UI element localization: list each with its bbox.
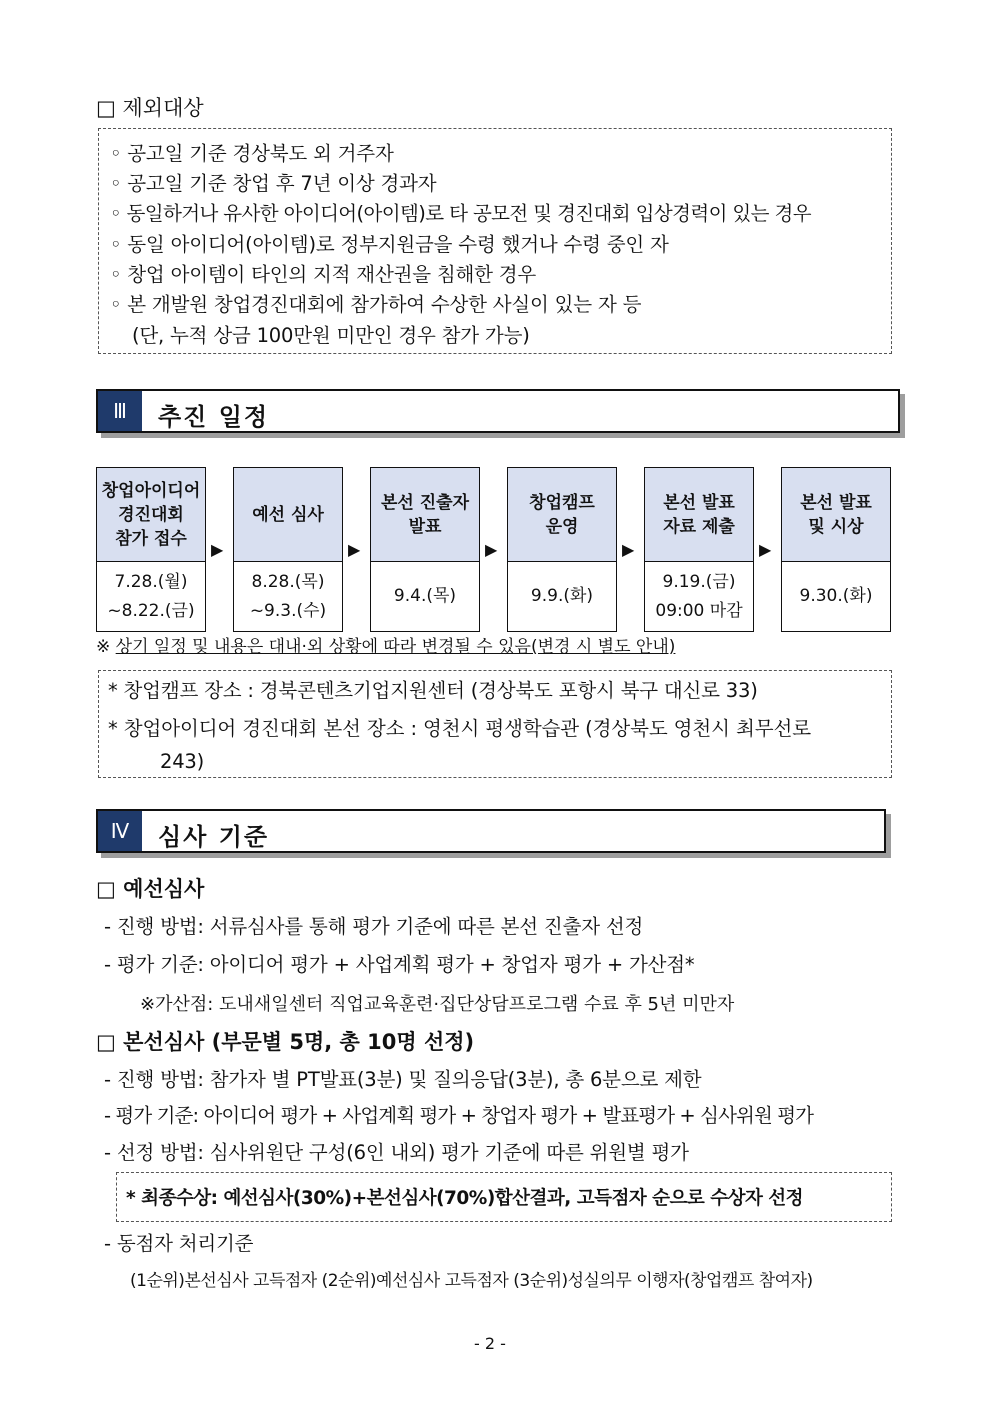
schedule-step: [96, 467, 206, 632]
schedule-step-label: 본선 발표 및 시상: [781, 467, 891, 562]
schedule-step: [644, 467, 754, 632]
final-criteria: - 평가 기준: 아이디어 평가 + 사업계획 평가 + 창업자 평가 + 발표평가 + 심사위원 평가: [104, 1104, 814, 1127]
section-4-header: [96, 809, 886, 853]
final-selection: - 선정 방법: 심사위원단 구성(6인 내외) 평가 기준에 따른 위원별 평가: [104, 1141, 689, 1164]
schedule-step-label: 본선 발표 자료 제출: [644, 467, 754, 562]
tie-title: - 동점자 처리기준: [104, 1232, 254, 1255]
section-3-number: Ⅲ: [98, 391, 142, 431]
schedule-step-label: 창업아이디어 경진대회 참가 접수: [96, 467, 206, 562]
exclusion-item: ◦ 창업 아이템이 타인의 지적 재산권을 침해한 경우: [110, 263, 537, 286]
schedule-step-label: 본선 진출자 발표: [370, 467, 480, 562]
schedule-step-date: 7.28.(월) ~8.22.(금): [96, 562, 206, 632]
venue-camp: * 창업캠프 장소 : 경북콘텐츠기업지원센터 (경상북도 포항시 북구 대신로 33): [108, 679, 758, 702]
schedule-step-date: 9.19.(금) 09:00 마감: [644, 562, 754, 632]
arrow-right-icon: ▶: [759, 540, 772, 559]
schedule-step-date: 8.28.(목) ~9.3.(수): [233, 562, 343, 632]
exclusion-item: ◦ 동일하거나 유사한 아이디어(아이템)로 타 공모전 및 경진대회 입상경력이 있는 경우: [110, 202, 811, 225]
section-3-header: [96, 389, 900, 433]
exclusion-item: ◦ 본 개발원 창업경진대회에 참가하여 수상한 사실이 있는 자 등: [110, 293, 642, 316]
schedule-step: [233, 467, 343, 632]
schedule-step-date: 9.30.(화): [781, 562, 891, 632]
schedule-step-label: 창업캠프 운영: [507, 467, 617, 562]
exclusion-item: (단, 누적 상금 100만원 미만인 경우 참가 가능): [132, 324, 530, 347]
prelim-bonus: ※가산점: 도내새일센터 직업교육훈련·집단상담프로그램 수료 후 5년 미만자: [140, 994, 735, 1015]
schedule-step-label: 예선 심사: [233, 467, 343, 562]
arrow-right-icon: ▶: [622, 540, 635, 559]
arrow-right-icon: ▶: [348, 540, 361, 559]
prelim-title: □ 예선심사: [96, 877, 205, 901]
schedule-step: [370, 467, 480, 632]
exclusion-item: ◦ 공고일 기준 창업 후 7년 이상 경과자: [110, 172, 437, 195]
note-mark: ※: [96, 637, 111, 657]
section-3-title: 추진 일정: [158, 403, 270, 431]
prelim-criteria: - 평가 기준: 아이디어 평가 + 사업계획 평가 + 창업자 평가 + 가산점*: [104, 953, 695, 976]
final-method: - 진행 방법: 참가자 별 PT발표(3분) 및 질의응답(3분), 총 6분으로 제한: [104, 1068, 702, 1091]
section-4-number: Ⅳ: [98, 811, 142, 851]
venue-final-cont: 243): [160, 750, 205, 773]
schedule-step: [781, 467, 891, 632]
section-4-title: 심사 기준: [158, 823, 270, 851]
page-number: - 2 -: [474, 1334, 506, 1353]
final-award: * 최종수상: 예선심사(30%)+본선심사(70%)합산결과, 고득점자 순으로 수상자 선정: [126, 1188, 804, 1209]
arrow-right-icon: ▶: [485, 540, 498, 559]
venue-final: * 창업아이디어 경진대회 본선 장소 : 영천시 평생학습관 (경상북도 영천시 최무선로: [108, 717, 811, 740]
prelim-method: - 진행 방법: 서류심사를 통해 평가 기준에 따른 본선 진출자 선정: [104, 915, 644, 938]
final-title: □ 본선심사 (부문별 5명, 총 10명 선정): [96, 1030, 475, 1054]
tie-rule: (1순위)본선심사 고득점자 (2순위)예선심사 고득점자 (3순위)성실의무 이행자(창업캠프 참여자): [130, 1271, 813, 1291]
arrow-right-icon: ▶: [211, 540, 224, 559]
note-text: 상기 일정 및 내용은 대내·외 상황에 따라 변경될 수 있음(변경 시 별도 안내): [115, 637, 676, 657]
exclusion-item: ◦ 동일 아이디어(아이템)로 정부지원금을 수령 했거나 수령 중인 자: [110, 233, 669, 256]
schedule-note: [96, 632, 675, 657]
schedule-step-date: 9.9.(화): [507, 562, 617, 632]
schedule-step-date: 9.4.(목): [370, 562, 480, 632]
exclusion-title: □ 제외대상: [96, 96, 204, 120]
exclusion-item: ◦ 공고일 기준 경상북도 외 거주자: [110, 142, 394, 165]
schedule-step: [507, 467, 617, 632]
